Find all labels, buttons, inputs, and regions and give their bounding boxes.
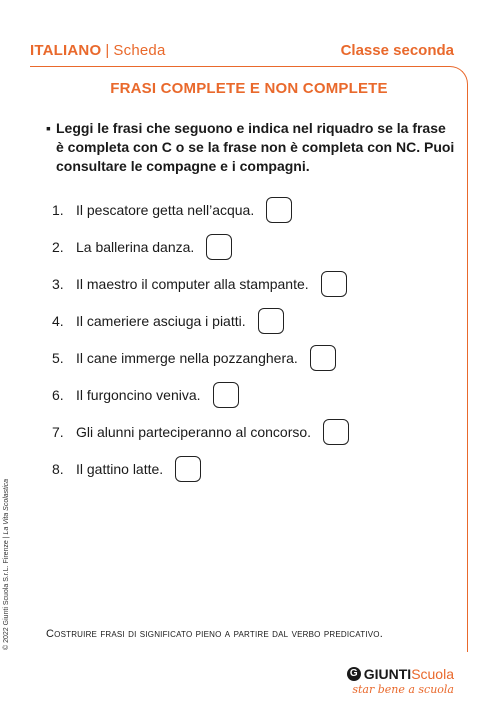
exercise-list — [52, 191, 349, 487]
section-label: Scheda — [113, 41, 166, 59]
item-sentence: Il pescatore getta nell’acqua. — [76, 201, 255, 218]
exercise-item-3 — [52, 265, 349, 302]
exercise-item-8 — [52, 450, 349, 487]
answer-box[interactable] — [206, 234, 232, 260]
subject-label: ITALIANO — [30, 41, 102, 59]
exercise-item-1 — [52, 191, 349, 228]
exercise-item-6 — [52, 376, 349, 413]
copyright-notice — [3, 479, 10, 650]
answer-box[interactable] — [321, 271, 347, 297]
logo-tagline: star bene a scuola — [352, 683, 454, 696]
logo-brand: GIUNTI — [363, 666, 412, 682]
copyright-publication: La Vita Scolastica — [3, 478, 10, 535]
logo-wordmark — [347, 666, 454, 682]
item-sentence: Gli alunni parteciperanno al concorso. — [76, 423, 312, 440]
answer-box[interactable] — [213, 382, 239, 408]
grade-label: Classe seconda — [340, 41, 454, 59]
page-header — [30, 38, 454, 62]
copyright-text: © 2022 Giunti Scuola S.r.L. Firenze | — [3, 534, 10, 650]
exercise-item-5 — [52, 339, 349, 376]
item-sentence: La ballerina danza. — [76, 238, 195, 255]
exercise-item-4 — [52, 302, 349, 339]
item-sentence: Il gattino latte. — [76, 460, 164, 477]
instruction — [46, 119, 456, 176]
header-separator: | — [105, 41, 110, 59]
logo-brand-scuola: Scuola — [411, 666, 454, 682]
item-number: 1. — [52, 201, 64, 218]
answer-box[interactable] — [175, 456, 201, 482]
item-number: 6. — [52, 386, 64, 403]
item-number: 4. — [52, 312, 64, 329]
item-number: 7. — [52, 423, 64, 440]
subject-heading — [30, 42, 166, 59]
item-sentence: Il cane immerge nella pozzanghera. — [76, 349, 298, 366]
item-sentence: Il furgoncino veniva. — [76, 386, 201, 403]
exercise-item-7 — [52, 413, 349, 450]
answer-box[interactable] — [266, 197, 292, 223]
item-number: 2. — [52, 238, 64, 255]
answer-box[interactable] — [323, 419, 349, 445]
item-number: 8. — [52, 460, 64, 477]
footer-note: Costruire frasi di significato pieno a partire dal verbo predicativo. — [46, 628, 383, 640]
item-number: 5. — [52, 349, 64, 366]
giunti-g-icon: G — [347, 667, 361, 681]
worksheet-title: FRASI COMPLETE E NON COMPLETE — [110, 80, 388, 97]
item-number: 3. — [52, 275, 64, 292]
bullet-icon: ▪ — [46, 120, 51, 136]
instruction-text: Leggi le frasi che seguono e indica nel riquadro se la frase è completa con C o se la frase non è completa con NC. Puoi consultare le compagne e i compagni. — [56, 120, 455, 174]
answer-box[interactable] — [258, 308, 284, 334]
answer-box[interactable] — [310, 345, 336, 371]
item-sentence: Il maestro il computer alla stampante. — [76, 275, 309, 292]
item-sentence: Il cameriere asciuga i piatti. — [76, 312, 246, 329]
publisher-logo — [347, 666, 454, 696]
exercise-item-2 — [52, 228, 349, 265]
